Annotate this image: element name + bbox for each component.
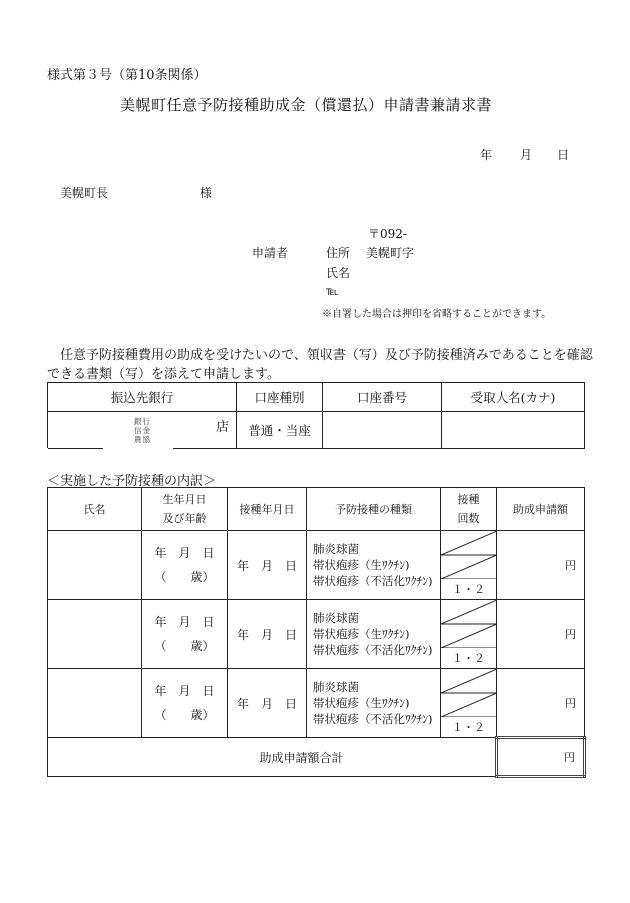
row-birth-date: 年 月 日 xyxy=(154,615,215,629)
row-amount[interactable]: 円 xyxy=(497,669,585,738)
count-diagonal-lines xyxy=(441,600,497,648)
bank-underline-right xyxy=(173,448,237,449)
header-count-line2: 回数 xyxy=(457,512,480,525)
seal-note: ※自署した場合は押印を省略することができます。 xyxy=(322,309,552,320)
bank-type-shinkin: 信金 xyxy=(134,426,151,435)
addressee-name: 美幌町長 xyxy=(60,186,109,200)
bank-type-nokyo: 農協 xyxy=(134,435,151,444)
vaccination-table xyxy=(47,487,586,778)
date-day: 日 xyxy=(557,148,570,162)
row-amount[interactable]: 円 xyxy=(497,531,585,600)
row-vac-types[interactable] xyxy=(307,531,441,600)
header-count xyxy=(441,488,497,531)
header-count-line1: 接種 xyxy=(457,493,480,506)
row-vac-types[interactable] xyxy=(307,669,441,738)
row-age: （ 歳） xyxy=(154,708,215,722)
vac-type-item: 肺炎球菌 xyxy=(313,611,359,625)
row-count: １・２ xyxy=(452,652,485,665)
total-label: 助成申請額合計 xyxy=(48,738,497,777)
header-birth xyxy=(142,488,228,531)
statement-line-1: 任意予防接種費用の助成を受けたいので、領収書（写）及び予防接種済みであることを確認 xyxy=(60,348,593,363)
bank-header-payee: 受取人名(カナ) xyxy=(442,383,585,412)
bank-type-bank: 銀行 xyxy=(134,417,151,426)
table-row xyxy=(48,600,585,669)
row-vac-types[interactable] xyxy=(307,600,441,669)
page-title: 美幌町任意予防接種助成金（償還払）申請書兼請求書 xyxy=(120,96,493,114)
header-name: 氏名 xyxy=(48,488,142,531)
table-row xyxy=(48,669,585,738)
count-diagonal-lines xyxy=(441,669,497,717)
vac-type-item: 帯状疱疹（生ﾜｸﾁﾝ) xyxy=(313,696,410,710)
row-name-cell[interactable] xyxy=(48,600,142,669)
addressee-honorific: 様 xyxy=(200,186,213,200)
vac-type-item: 帯状疱疹（不活化ﾜｸﾁﾝ) xyxy=(313,574,433,588)
vac-type-item: 肺炎球菌 xyxy=(313,680,359,694)
row-count-cell[interactable] xyxy=(441,600,497,669)
vac-type-item: 帯状疱疹（生ﾜｸﾁﾝ) xyxy=(313,558,410,572)
row-age: （ 歳） xyxy=(154,639,215,653)
vac-type-item: 帯状疱疹（生ﾜｸﾁﾝ) xyxy=(313,627,410,641)
account-type-value[interactable]: 普通・当座 xyxy=(237,412,323,449)
row-birth-cell[interactable] xyxy=(142,600,228,669)
header-birth-line2: 及び年齢 xyxy=(162,512,207,525)
tel-label: ℡ xyxy=(326,284,339,298)
name-label: 氏名 xyxy=(326,266,351,280)
total-amount[interactable]: 円 xyxy=(497,738,585,777)
payee-name-cell[interactable] xyxy=(442,412,585,449)
row-count: １・２ xyxy=(452,721,485,734)
header-birth-line1: 生年月日 xyxy=(162,493,207,506)
bank-name-cell[interactable] xyxy=(48,412,237,449)
row-birth-cell[interactable] xyxy=(142,669,228,738)
applicant-label: 申請者 xyxy=(252,246,289,260)
header-amount: 助成申請額 xyxy=(497,488,585,531)
row-name-cell[interactable] xyxy=(48,669,142,738)
vac-type-item: 帯状疱疹（不活化ﾜｸﾁﾝ) xyxy=(313,712,433,726)
count-diagonal-lines xyxy=(441,531,497,579)
vac-type-item: 帯状疱疹（不活化ﾜｸﾁﾝ) xyxy=(313,643,433,657)
row-vac-date[interactable]: 年 月 日 xyxy=(228,669,307,738)
row-age: （ 歳） xyxy=(154,570,215,584)
row-birth-date: 年 月 日 xyxy=(154,684,215,698)
postal-code: 〒092- xyxy=(368,227,407,241)
date-month: 月 xyxy=(520,148,533,162)
bank-underline-left xyxy=(48,448,103,449)
row-count-cell[interactable] xyxy=(441,531,497,600)
form-number: 様式第３号（第10条関係） xyxy=(47,68,207,83)
address-value: 美幌町字 xyxy=(366,246,415,260)
account-number-cell[interactable] xyxy=(323,412,442,449)
row-birth-date: 年 月 日 xyxy=(154,546,215,560)
date-year: 年 xyxy=(480,148,493,162)
header-date: 接種年月日 xyxy=(228,488,307,531)
vac-type-item: 肺炎球菌 xyxy=(313,542,359,556)
bank-header-bank: 振込先銀行 xyxy=(48,383,237,412)
row-amount[interactable]: 円 xyxy=(497,600,585,669)
row-vac-date[interactable]: 年 月 日 xyxy=(228,531,307,600)
bank-header-account-number: 口座番号 xyxy=(323,383,442,412)
row-name-cell[interactable] xyxy=(48,531,142,600)
row-count: １・２ xyxy=(452,583,485,596)
section-title: ＜実施した予防接種の内訳＞ xyxy=(47,474,217,489)
address-label: 住所 xyxy=(326,246,351,260)
statement-line-2: できる書類（写）を添えて申請します。 xyxy=(47,367,280,382)
row-vac-date[interactable]: 年 月 日 xyxy=(228,600,307,669)
table-row xyxy=(48,531,585,600)
branch-label: 店 xyxy=(216,420,230,435)
header-type: 予防接種の種類 xyxy=(307,488,441,531)
bank-table xyxy=(47,382,585,449)
bank-header-account-type: 口座種別 xyxy=(237,383,323,412)
row-birth-cell[interactable] xyxy=(142,531,228,600)
row-count-cell[interactable] xyxy=(441,669,497,738)
